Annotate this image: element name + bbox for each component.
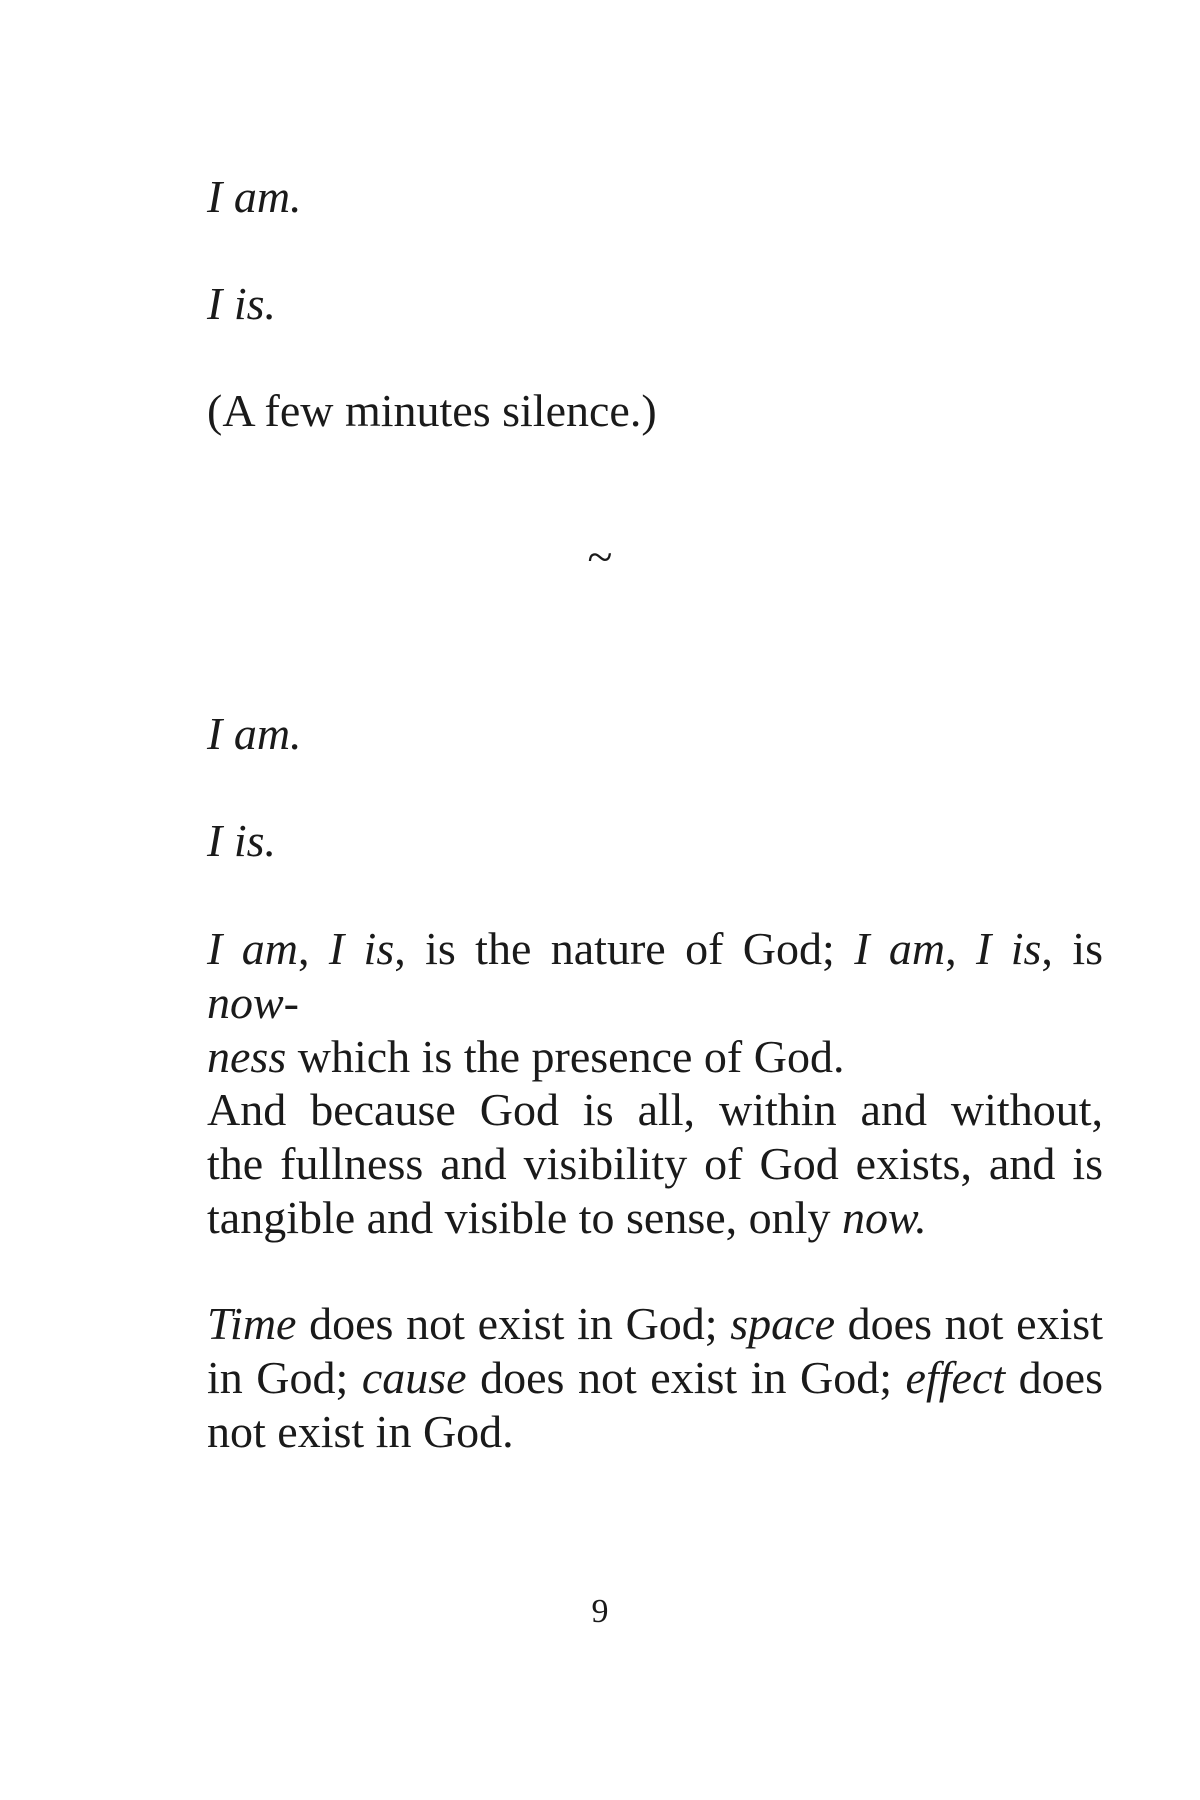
i-am-text: I am. (207, 708, 302, 759)
i-am-text: I am. (207, 171, 302, 222)
paragraph-nature-of-god (207, 922, 1103, 1084)
silence-note (207, 384, 1103, 438)
i-is-text: I is. (207, 815, 276, 866)
section-separator: ~ (587, 531, 613, 582)
page-number: 9 (591, 1593, 609, 1630)
italic-line-i-am-2 (207, 707, 1103, 761)
paragraph-line: I am, I is, is the nature of God; I am, I is, is now- (207, 923, 1103, 1028)
paragraph-line: Time does not exist in God; space does not exist (207, 1298, 1103, 1349)
paragraph-line: the fullness and visibility of God exists, and is (207, 1138, 1103, 1189)
i-is-text: I is. (207, 278, 276, 329)
italic-line-i-am-1 (207, 170, 1103, 224)
paragraph-line: ness which is the presence of God. (207, 1031, 845, 1082)
paragraph-line: tangible and visible to sense, only now. (207, 1192, 927, 1243)
italic-line-i-is-2 (207, 814, 1103, 868)
silence-text: (A few minutes silence.) (207, 385, 657, 436)
paragraph-line: And because God is all, within and without, (207, 1084, 1103, 1135)
paragraph-time-space (207, 1297, 1103, 1459)
paragraph-line: not exist in God. (207, 1406, 514, 1457)
italic-line-i-is-1 (207, 277, 1103, 331)
paragraph-line: in God; cause does not exist in God; effect does (207, 1352, 1103, 1403)
paragraph-god-is-all (207, 1083, 1103, 1245)
